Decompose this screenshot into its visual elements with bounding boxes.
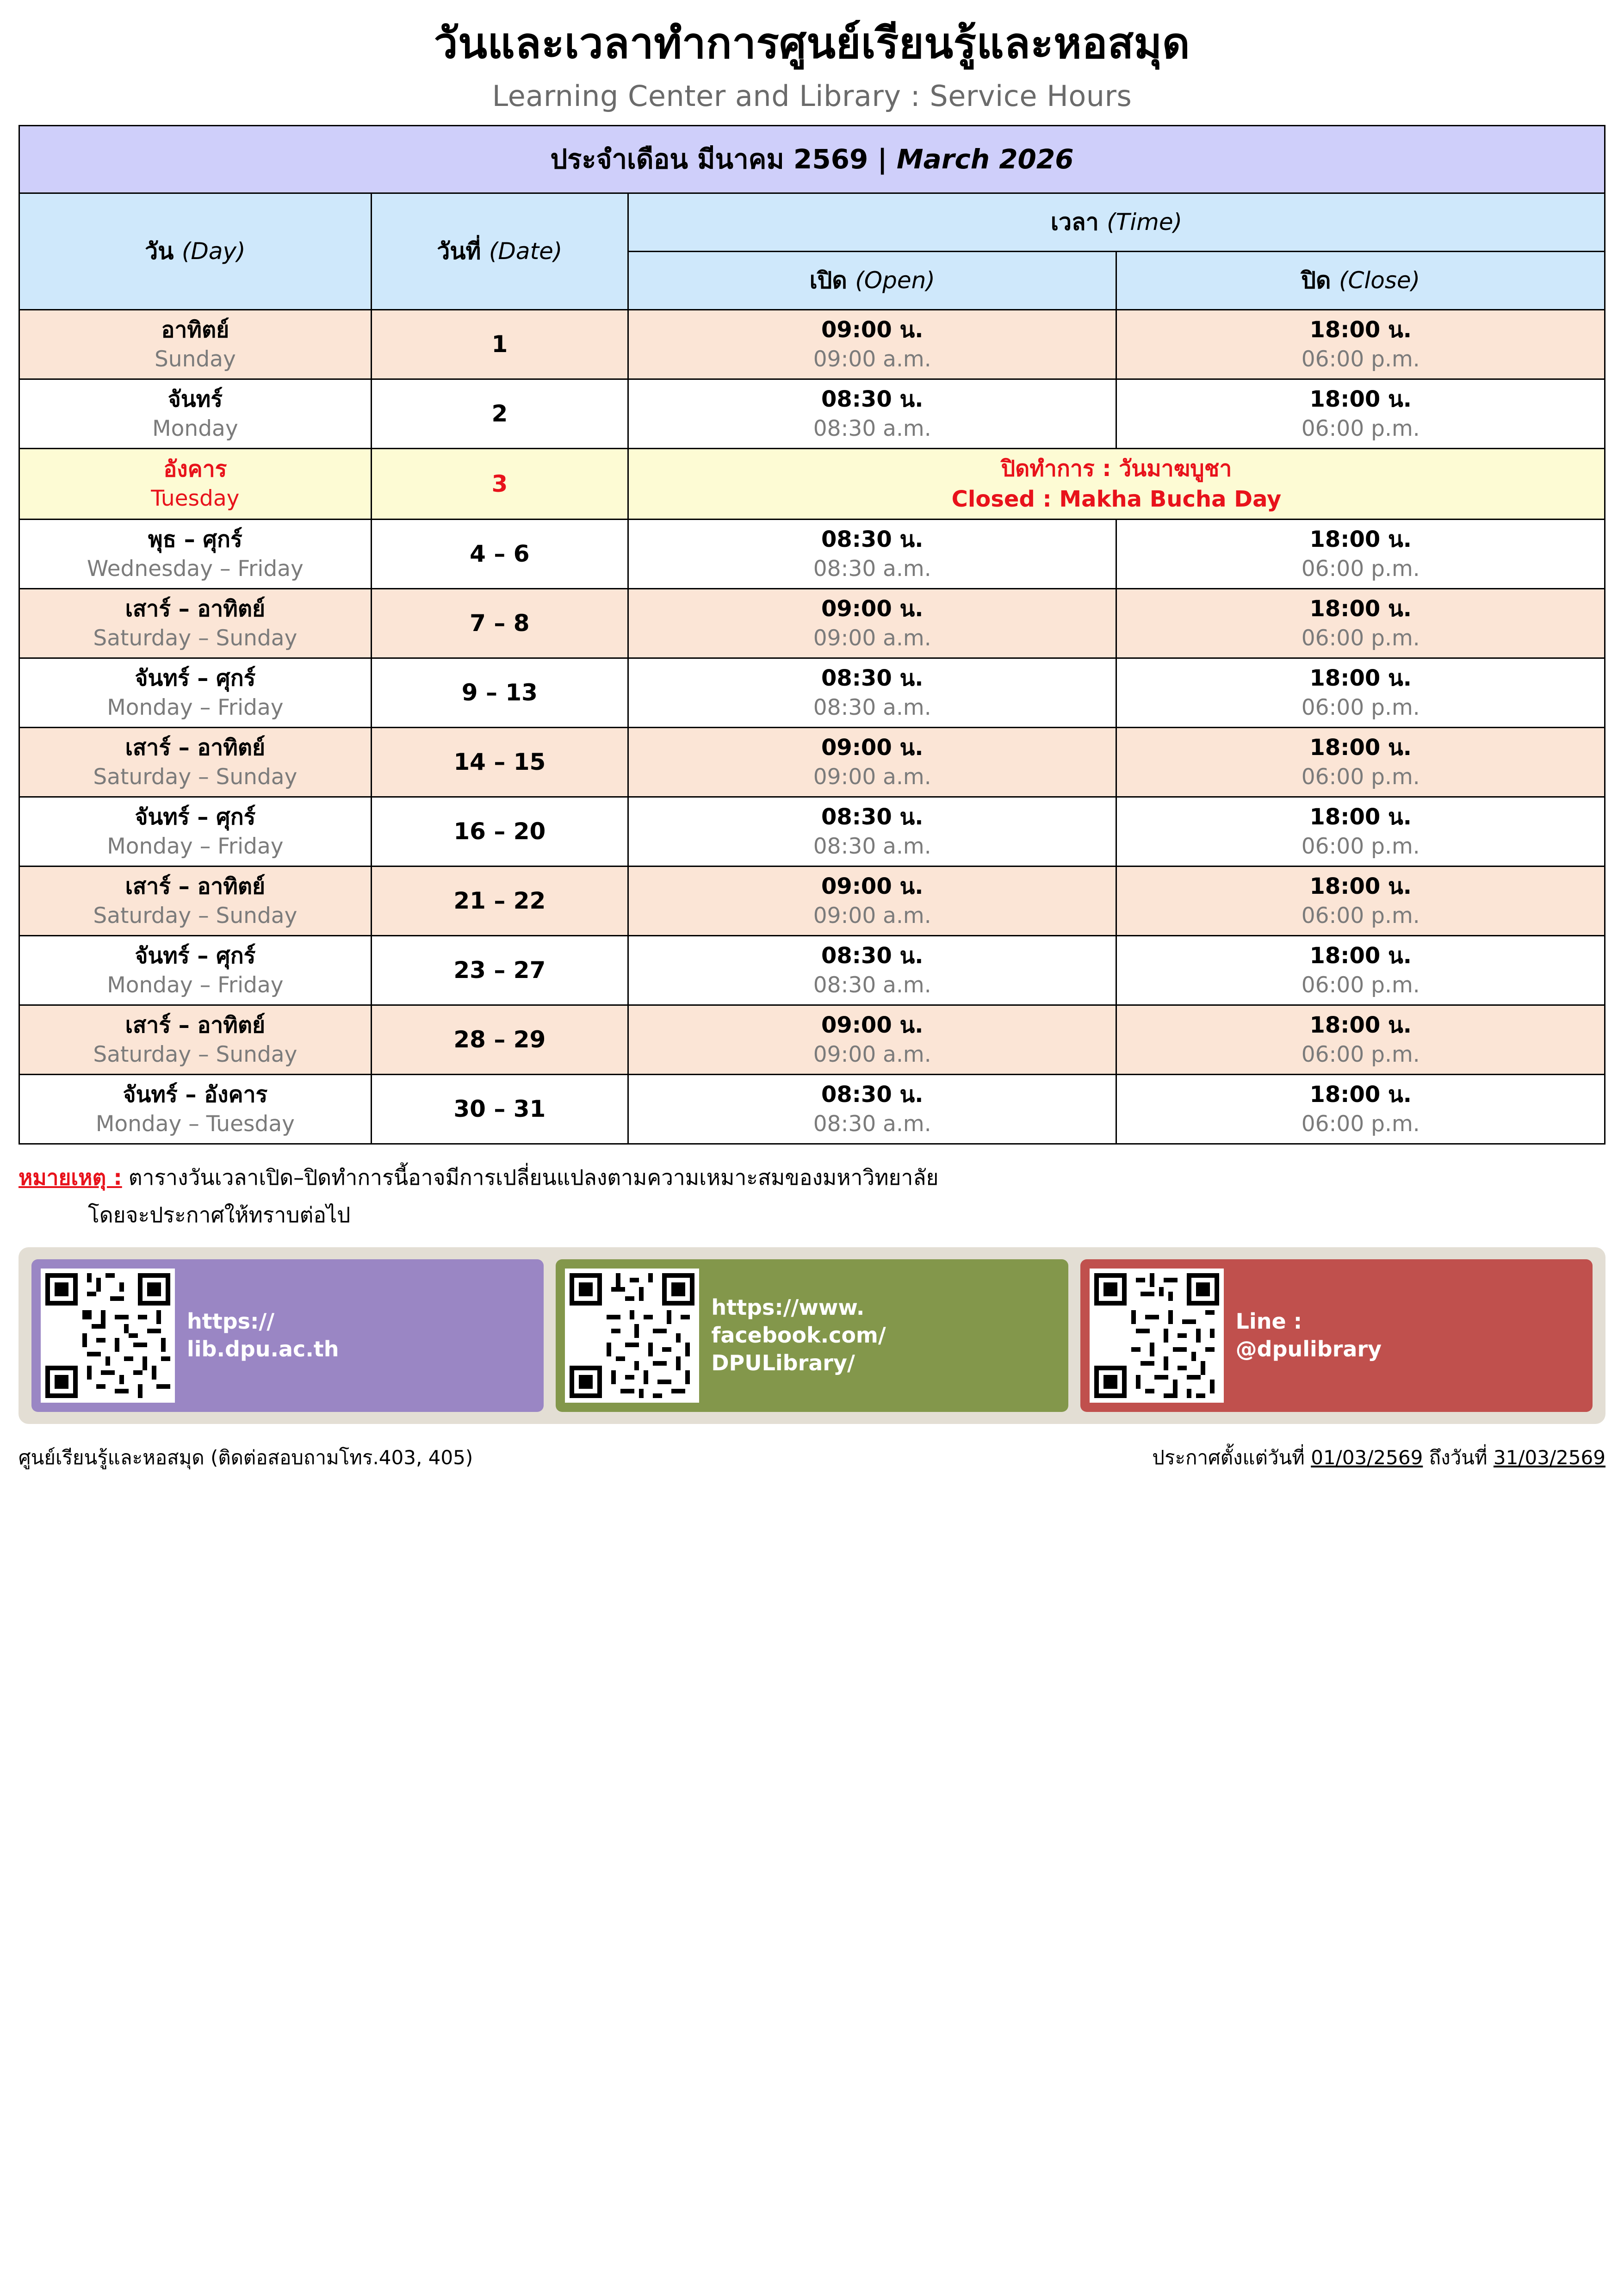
cell-close — [1116, 1074, 1605, 1144]
cell-close — [1116, 658, 1605, 727]
day-en: Monday – Friday — [107, 972, 284, 998]
qr-card-website[interactable] — [31, 1259, 544, 1412]
cell-day — [19, 448, 372, 519]
day-th: จันทร์ – ศุกร์ — [135, 665, 256, 691]
cell-open — [628, 658, 1116, 727]
closed-en: Closed : Makha Bucha Day — [951, 486, 1282, 512]
table-row — [19, 379, 1605, 448]
close-en: 06:00 p.m. — [1301, 764, 1420, 790]
poster-page — [19, 19, 1605, 1473]
col-header-date-th: วันที่ — [437, 237, 481, 265]
col-header-day — [19, 193, 372, 309]
close-en: 06:00 p.m. — [1301, 415, 1420, 441]
day-en: Saturday – Sunday — [93, 1041, 298, 1067]
qr-code-icon — [41, 1269, 175, 1403]
cell-close — [1116, 797, 1605, 866]
table-row — [19, 727, 1605, 797]
day-en: Wednesday – Friday — [87, 556, 304, 582]
footer-prefix: ประกาศตั้งแต่วันที่ — [1152, 1446, 1311, 1469]
cell-open — [628, 727, 1116, 797]
cell-date: 23 – 27 — [371, 935, 628, 1005]
col-header-open — [628, 251, 1116, 309]
closed-th: ปิดทำการ : วันมาฆบูชา — [1001, 455, 1232, 482]
cell-day — [19, 727, 372, 797]
open-en: 09:00 a.m. — [813, 346, 931, 372]
cell-date: 30 – 31 — [371, 1074, 628, 1144]
cell-date: 21 – 22 — [371, 866, 628, 935]
open-th: 08:30 น. — [821, 665, 924, 691]
day-th: จันทร์ – ศุกร์ — [135, 804, 256, 830]
day-th: เสาร์ – อาทิตย์ — [125, 595, 266, 622]
footer-effective-dates — [1152, 1442, 1605, 1473]
page-subtitle: Learning Center and Library : Service Hours — [492, 79, 1132, 113]
close-en: 06:00 p.m. — [1301, 972, 1420, 998]
open-en: 08:30 a.m. — [813, 1111, 931, 1137]
day-en: Saturday – Sunday — [93, 903, 298, 928]
col-header-time-th: เวลา — [1050, 208, 1099, 235]
open-en: 08:30 a.m. — [813, 694, 931, 720]
open-th: 08:30 น. — [821, 1081, 924, 1108]
cell-day — [19, 797, 372, 866]
close-th: 18:00 น. — [1309, 526, 1412, 552]
cell-open — [628, 588, 1116, 658]
day-en: Saturday – Sunday — [93, 625, 298, 651]
open-th: 08:30 น. — [821, 526, 924, 552]
close-en: 06:00 p.m. — [1301, 833, 1420, 859]
day-en: Monday — [152, 415, 238, 441]
cell-open — [628, 309, 1116, 379]
table-row — [19, 797, 1605, 866]
close-en: 06:00 p.m. — [1301, 346, 1420, 372]
month-label-th: ประจำเดือน มีนาคม 2569 | — [550, 143, 887, 175]
cell-day — [19, 309, 372, 379]
day-th: เสาร์ – อาทิตย์ — [125, 1012, 266, 1038]
close-en: 06:00 p.m. — [1301, 556, 1420, 582]
table-row — [19, 519, 1605, 588]
close-en: 06:00 p.m. — [1301, 625, 1420, 651]
table-row — [19, 866, 1605, 935]
cell-date: 3 — [371, 448, 628, 519]
open-th: 09:00 น. — [821, 595, 924, 622]
note-block — [19, 1161, 1605, 1232]
day-en: Saturday – Sunday — [93, 764, 298, 790]
close-en: 06:00 p.m. — [1301, 1041, 1420, 1067]
footer — [19, 1442, 1605, 1473]
day-th: พุธ – ศุกร์ — [148, 526, 242, 552]
cell-open — [628, 797, 1116, 866]
close-th: 18:00 น. — [1309, 942, 1412, 969]
close-th: 18:00 น. — [1309, 734, 1412, 761]
cell-date: 9 – 13 — [371, 658, 628, 727]
cell-day — [19, 588, 372, 658]
cell-open — [628, 519, 1116, 588]
table-row — [19, 309, 1605, 379]
cell-day — [19, 1074, 372, 1144]
day-th: เสาร์ – อาทิตย์ — [125, 734, 266, 761]
day-th: เสาร์ – อาทิตย์ — [125, 873, 266, 899]
cell-open — [628, 866, 1116, 935]
day-th: อังคาร — [163, 456, 227, 483]
close-en: 06:00 p.m. — [1301, 1111, 1420, 1137]
close-th: 18:00 น. — [1309, 665, 1412, 691]
col-header-day-en: (Day) — [181, 237, 246, 265]
open-en: 09:00 a.m. — [813, 1041, 931, 1067]
cell-date: 1 — [371, 309, 628, 379]
cell-close — [1116, 379, 1605, 448]
footer-date-from: 01/03/2569 — [1311, 1446, 1423, 1469]
qr-card-facebook[interactable] — [556, 1259, 1068, 1412]
open-en: 09:00 a.m. — [813, 764, 931, 790]
close-th: 18:00 น. — [1309, 1012, 1412, 1038]
day-en: Monday – Tuesday — [95, 1111, 295, 1137]
open-th: 09:00 น. — [821, 734, 924, 761]
page-title: วันและเวลาทำการศูนย์เรียนรู้และหอสมุด — [434, 19, 1190, 68]
qr-label-facebook: https://www. facebook.com/ DPULibrary/ — [711, 1295, 886, 1376]
cell-date: 28 – 29 — [371, 1005, 628, 1074]
cell-date: 4 – 6 — [371, 519, 628, 588]
table-row-holiday — [19, 448, 1605, 519]
cell-date: 7 – 8 — [371, 588, 628, 658]
open-th: 08:30 น. — [821, 386, 924, 412]
cell-day — [19, 519, 372, 588]
cell-open — [628, 935, 1116, 1005]
open-th: 08:30 น. — [821, 804, 924, 830]
table-row — [19, 1005, 1605, 1074]
cell-date: 2 — [371, 379, 628, 448]
table-header-row-1 — [19, 193, 1605, 251]
table-row — [19, 1074, 1605, 1144]
table-month-row — [19, 125, 1605, 193]
open-en: 08:30 a.m. — [813, 972, 931, 998]
service-hours-table — [19, 125, 1605, 1145]
col-header-open-th: เปิด — [809, 266, 847, 294]
note-line-2: โดยจะประกาศให้ทราบต่อไป — [88, 1202, 351, 1227]
close-th: 18:00 น. — [1309, 386, 1412, 412]
cell-close — [1116, 866, 1605, 935]
cell-open — [628, 1005, 1116, 1074]
qr-code-icon — [565, 1269, 699, 1403]
col-header-open-en: (Open) — [855, 266, 935, 294]
col-header-day-th: วัน — [145, 237, 174, 265]
day-th: จันทร์ — [167, 386, 223, 412]
close-th: 18:00 น. — [1309, 1081, 1412, 1108]
close-th: 18:00 น. — [1309, 873, 1412, 899]
cell-close — [1116, 935, 1605, 1005]
footer-date-to: 31/03/2569 — [1493, 1446, 1605, 1469]
close-th: 18:00 น. — [1309, 595, 1412, 622]
close-th: 18:00 น. — [1309, 316, 1412, 343]
day-en: Monday – Friday — [107, 694, 284, 720]
open-th: 09:00 น. — [821, 1012, 924, 1038]
note-label: หมายเหตุ : — [19, 1164, 122, 1190]
cell-day — [19, 379, 372, 448]
day-en: Monday – Friday — [107, 833, 284, 859]
cell-open — [628, 379, 1116, 448]
table-row — [19, 588, 1605, 658]
col-header-close — [1116, 251, 1605, 309]
day-en: Sunday — [154, 346, 236, 372]
footer-middle: ถึงวันที่ — [1423, 1446, 1494, 1469]
footer-contact: ศูนย์เรียนรู้และหอสมุด (ติดต่อสอบถามโทร.403, 405) — [19, 1446, 473, 1469]
open-en: 09:00 a.m. — [813, 903, 931, 928]
open-en: 08:30 a.m. — [813, 833, 931, 859]
cell-date: 16 – 20 — [371, 797, 628, 866]
close-th: 18:00 น. — [1309, 804, 1412, 830]
cell-day — [19, 1005, 372, 1074]
cell-close — [1116, 727, 1605, 797]
day-th: จันทร์ – ศุกร์ — [135, 942, 256, 969]
col-header-time-en: (Time) — [1107, 208, 1183, 235]
cell-day — [19, 866, 372, 935]
col-header-time — [628, 193, 1605, 251]
cell-close — [1116, 519, 1605, 588]
cell-date: 14 – 15 — [371, 727, 628, 797]
day-th: จันทร์ – อังคาร — [123, 1081, 268, 1108]
open-en: 08:30 a.m. — [813, 415, 931, 441]
cell-day — [19, 658, 372, 727]
month-label-en: March 2026 — [887, 143, 1074, 175]
cell-close — [1116, 309, 1605, 379]
open-th: 08:30 น. — [821, 942, 924, 969]
col-header-close-th: ปิด — [1301, 266, 1331, 294]
qr-card-line[interactable] — [1080, 1259, 1593, 1412]
qr-strip — [19, 1247, 1605, 1424]
open-th: 09:00 น. — [821, 316, 924, 343]
col-header-close-en: (Close) — [1339, 266, 1420, 294]
cell-close — [1116, 1005, 1605, 1074]
close-en: 06:00 p.m. — [1301, 694, 1420, 720]
day-en: Tuesday — [151, 486, 240, 512]
note-line-1: ตารางวันเวลาเปิด–ปิดทำการนี้อาจมีการเปลี่ยนแปลงตามความเหมาะสมของมหาวิทยาลัย — [128, 1164, 939, 1190]
open-en: 09:00 a.m. — [813, 625, 931, 651]
qr-label-website: https:// lib.dpu.ac.th — [187, 1309, 339, 1362]
table-row — [19, 658, 1605, 727]
table-row — [19, 935, 1605, 1005]
qr-label-line: Line : @dpulibrary — [1235, 1309, 1382, 1362]
month-bar — [19, 125, 1605, 193]
cell-day — [19, 935, 372, 1005]
col-header-date — [371, 193, 628, 309]
open-en: 08:30 a.m. — [813, 556, 931, 582]
day-th: อาทิตย์ — [161, 316, 229, 343]
open-th: 09:00 น. — [821, 873, 924, 899]
cell-open — [628, 1074, 1116, 1144]
cell-closed-notice — [628, 448, 1605, 519]
col-header-date-en: (Date) — [489, 237, 563, 265]
cell-close — [1116, 588, 1605, 658]
qr-code-icon — [1090, 1269, 1224, 1403]
close-en: 06:00 p.m. — [1301, 903, 1420, 928]
